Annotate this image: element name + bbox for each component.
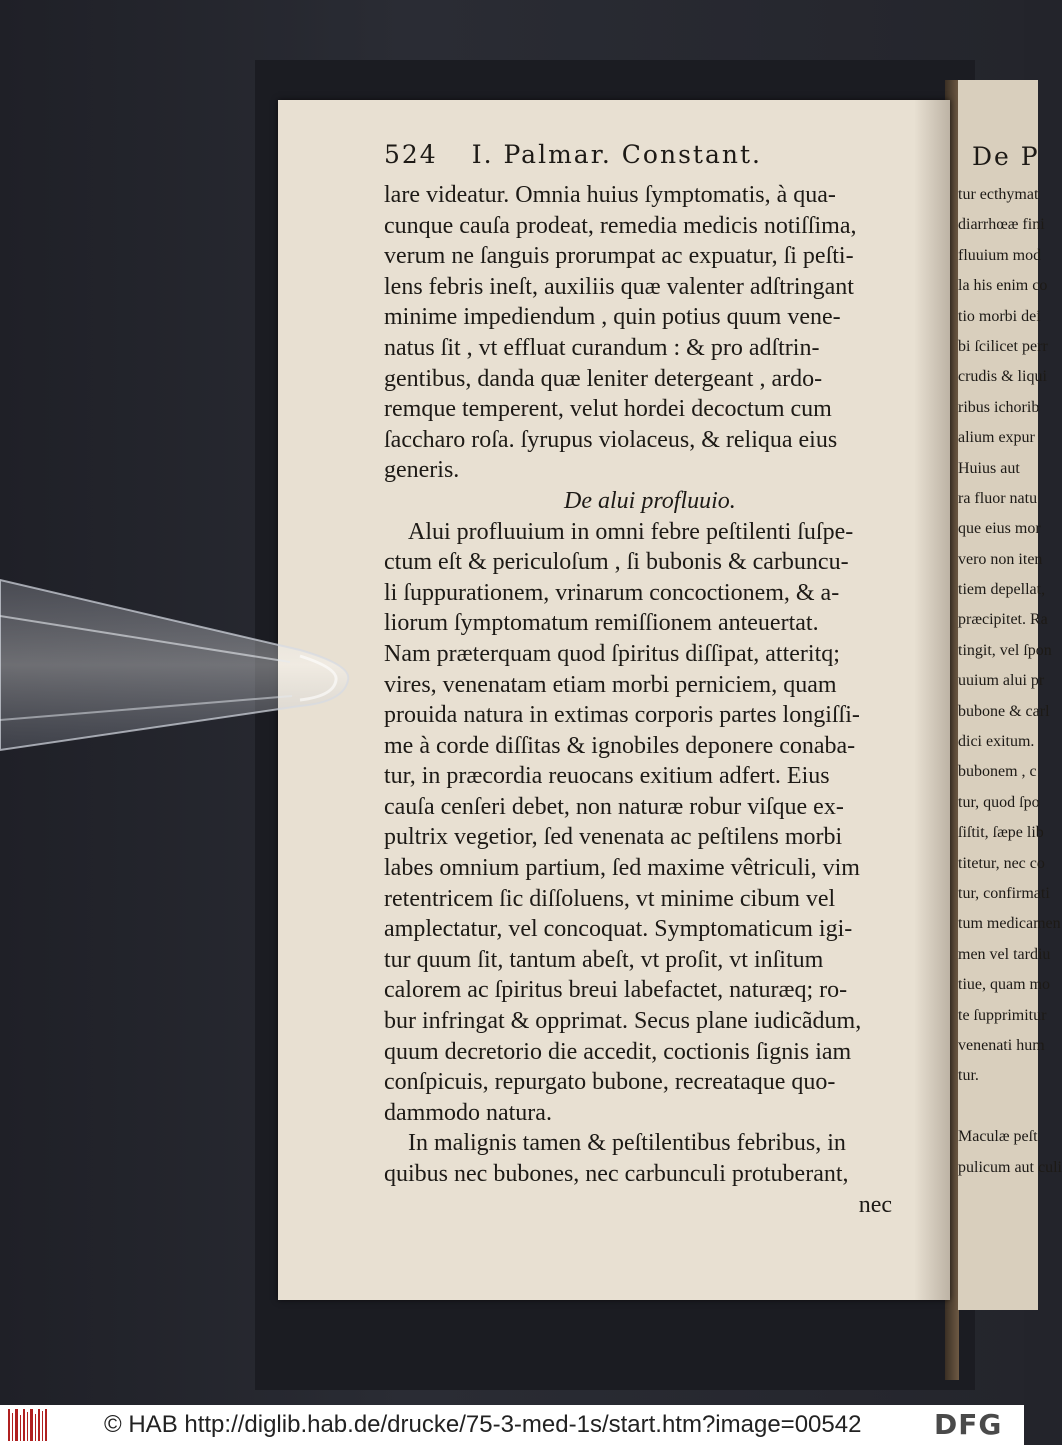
text-line: verum ne ſanguis prorumpat ac expuatur, ſi peſti- <box>384 243 854 270</box>
adjacent-text-line: diarrhœæ fini <box>958 216 1045 234</box>
adjacent-text-line: tur. <box>958 1067 979 1085</box>
adjacent-text-line: venenati hum <box>958 1036 1045 1054</box>
text-line: vires, venenatam etiam morbi perniciem, quam <box>384 671 837 698</box>
text-line: pultrix vegetior, ſed venenata ac peſtilens morbi <box>384 824 843 851</box>
adjacent-text-line: ſiſtit, ſæpe lib <box>958 824 1044 842</box>
text-line: conſpicuis, repurgato bubone, recreataque quo- <box>384 1069 836 1096</box>
running-head <box>384 140 844 169</box>
adjacent-text-line: tum medicamen <box>958 915 1061 933</box>
text-line: li ſuppurationem, vrinarum concoctionem, & a- <box>384 579 840 606</box>
text-line: cauſa cenſeri debet, non naturæ robur viſque ex- <box>384 793 844 820</box>
text-line: In malignis tamen & peſtilentibus febribus, in <box>408 1130 846 1157</box>
adjacent-page <box>958 80 1062 1310</box>
footer-bar <box>0 1405 1024 1445</box>
adjacent-text-line: titetur, nec co <box>958 854 1045 872</box>
adjacent-text-line: tur, confirmati <box>958 884 1050 902</box>
adjacent-text-line <box>958 1092 1062 1122</box>
text-line: retentricem ſic diſſoluens, vt minime cibum vel <box>384 885 836 912</box>
section-heading: De alui profluuio. <box>564 487 736 514</box>
adjacent-text-line: vero non iten <box>958 550 1043 568</box>
text-line: generis. <box>384 457 460 484</box>
adjacent-text-line: te ſupprimitur <box>958 1006 1047 1024</box>
adjacent-text-line: pulicum aut culi <box>958 1158 1062 1176</box>
text-line: calorem ac ſpiritus breui labefactet, naturæq; ro- <box>384 977 848 1004</box>
page-number: 524 <box>384 140 438 169</box>
text-line: Alui profluuium in omni febre peſtilenti ſuſpe- <box>408 518 854 545</box>
text-line: minime impediendum , quin potius quum vene- <box>384 304 841 331</box>
adjacent-text-line: Huius aut <box>958 459 1020 477</box>
text-line: labes omnium partium, ſed maxime vêtriculi, vim <box>384 855 860 882</box>
adjacent-text-line: bubone & carl <box>958 702 1050 720</box>
adjacent-running-head: De P <box>972 142 1040 171</box>
text-line: lens febris ineſt, auxiliis quæ valenter adſtringant <box>384 273 854 300</box>
hab-barcode-logo <box>8 1409 48 1441</box>
adjacent-text-line: ribus ichorib <box>958 398 1040 416</box>
adjacent-text-line: Maculæ peſt <box>958 1128 1038 1146</box>
adjacent-text-line: tiem depellat, <box>958 581 1046 599</box>
adjacent-text-line: tur ecthymat <box>958 186 1039 203</box>
dfg-logo: DFG <box>934 1408 1003 1441</box>
text-line: tur, in præcordia reuocans exitium adfert. Eius <box>384 763 830 790</box>
adjacent-text-line: præcipitet. Ra <box>958 611 1048 629</box>
text-line: bur infringat & opprimat. Secus plane iudicãdum, <box>384 1008 862 1035</box>
text-line: cunque cauſa prodeat, remedia medicis notiſſima, <box>384 212 857 239</box>
page-text <box>384 180 904 1220</box>
adjacent-text-line: tio morbi dei <box>958 307 1041 325</box>
adjacent-text-line: que eius mor <box>958 520 1041 538</box>
text-line: ſaccharo roſa. ſyrupus violaceus, & reliqua eius <box>384 426 838 453</box>
text-line: tur quum ſit, tantum abeſt, vt proſit, vt inſitum <box>384 946 824 973</box>
adjacent-text-line: bubonem , c <box>958 763 1037 781</box>
text-line: gentibus, danda quæ leniter detergeant , ardo- <box>384 365 823 392</box>
adjacent-text-line: fluuium mod <box>958 246 1042 264</box>
adjacent-text-line: alium expur <box>958 429 1035 447</box>
text-line: lare videatur. Omnia huius ſymptomatis, à qua- <box>384 182 836 208</box>
text-line: ctum eſt & periculoſum , ſi bubonis & carbuncu- <box>384 549 849 576</box>
text-line: quibus nec bubones, nec carbunculi protuberant, <box>384 1161 849 1187</box>
adjacent-text-line: bi ſcilicet perr <box>958 337 1048 355</box>
adjacent-text-line: uuium alui pr <box>958 672 1045 690</box>
text-line: amplectatur, vel concoquat. Symptomaticum igi- <box>384 916 853 943</box>
text-line: me à corde diſſitas & ignobiles deponere conaba- <box>384 732 856 759</box>
adjacent-page-text <box>958 180 1062 1183</box>
text-line: dammodo natura. <box>384 1099 552 1126</box>
text-line: liorum ſymptomatum remiſſionem anteuertat. <box>384 610 819 637</box>
adjacent-text-line: crudis & liqui <box>958 368 1047 386</box>
copyright-link[interactable]: © HAB http://diglib.hab.de/drucke/75-3-med-1s/start.htm?image=00542 <box>104 1411 862 1438</box>
text-line: quum decretorio die accedit, coctionis ſignis iam <box>384 1038 852 1065</box>
adjacent-text-line: tingit, vel ſpon <box>958 641 1052 659</box>
adjacent-text-line: tur, quod ſpo <box>958 793 1040 811</box>
running-title: I. Palmar. Constant. <box>471 140 762 169</box>
text-line: Nam præterquam quod ſpiritus diſſipat, atteritq; <box>384 640 840 667</box>
adjacent-text-line: la his enim co <box>958 277 1048 295</box>
plexiglass-page-holder <box>0 580 350 750</box>
adjacent-text-line: tiue, quam mo <box>958 976 1050 994</box>
adjacent-text-line: dici exitum. <box>958 733 1035 751</box>
text-line: nec <box>858 1191 892 1218</box>
adjacent-text-line: men vel tardiu <box>958 945 1051 963</box>
text-line: remque temperent, velut hordei decoctum cum <box>384 396 832 423</box>
adjacent-text-line: ra fluor natu <box>958 489 1038 507</box>
text-line: prouida natura in extimas corporis partes longiſſi- <box>384 702 860 729</box>
text-line: natus ſit , vt effluat curandum : & pro adſtrin- <box>384 334 820 361</box>
